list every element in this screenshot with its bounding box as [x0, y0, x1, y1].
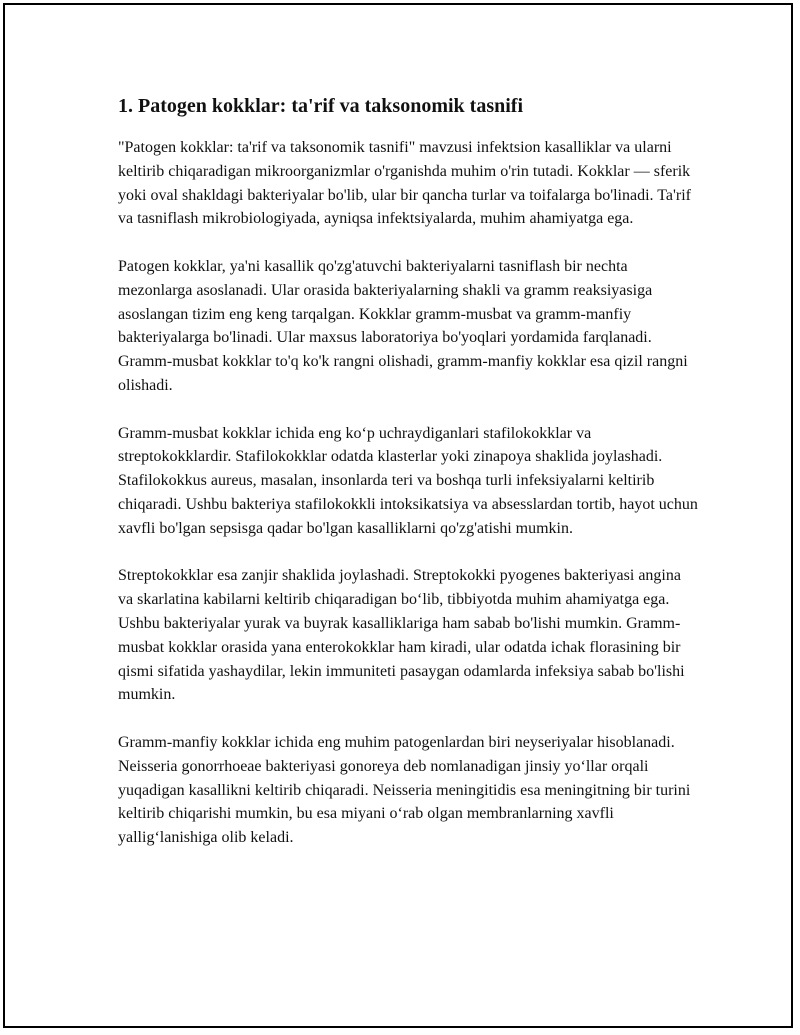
- document-body: [118, 92, 698, 874]
- paragraph: Streptokokklar esa zanjir shaklida joylashadi. Streptokokki pyogenes bakteriyasi angina va skarlatina kabilarni keltirib chiqaradigan bo‘lib, tibbiyotda muhim ahamiyatga ega. Ushbu bakteriyalar yurak va buyrak kasalliklariga ham sabab bo'lishi mumkin. Gramm-musbat kokklar orasida yana enterokokklar ham kiradi, ular odatda ichak florasining bir qismi sifatida yashaydilar, lekin immuniteti pasaygan odamlarda infeksiya sabab bo'lishi mumkin.: [118, 567, 685, 704]
- paragraph: "Patogen kokklar: ta'rif va taksonomik tasnifi" mavzusi infektsion kasalliklar va ularni keltirib chiqaradigan mikroorganizmlar o'rganishda muhim o'rin tutadi. Kokklar — sferik yoki oval shakldagi bakteriyalar bo'lib, ular bir qancha turlar va toifalarga bo'linadi. Ta'rif va tasniflash mikrobiologiyada, ayniqsa infektsiyalarda, muhim ahamiyatga ega.: [118, 139, 691, 228]
- section-heading: 1. Patogen kokklar: ta'rif va taksonomik tasnifi: [118, 95, 524, 117]
- paragraph: Gramm-musbat kokklar ichida eng ko‘p uchraydiganlari stafilokokklar va streptokokklardir. Stafilokokklar odatda klasterlar yoki zinapoya shaklida joylashadi. Stafilokokkus aureus, masalan, insonlarda teri va boshqa turli infeksiyalarni keltirib chiqaradi. Ushbu bakteriya stafilokokkli intoksikatsiya va absesslardan tortib, hayot uchun xavfli bo'lgan sepsisga qadar bo'lgan kasalliklarni qo'zg'atishi mumkin.: [118, 424, 698, 537]
- paragraph: Gramm-manfiy kokklar ichida eng muhim patogenlardan biri neyseriyalar hisoblanadi. Neisseria gonorrhoeae bakteriyasi gonoreya deb nomlanadigan jinsiy yo‘llar orqali yuqadigan kasallikni keltirib chiqaradi. Neisseria meningitidis esa meningitning bir turini keltirib chiqarishi mumkin, bu esa miyani o‘rab olgan membranlarning xavfli yallig‘lanishiga olib keladi.: [118, 733, 691, 847]
- paragraph: Patogen kokklar, ya'ni kasallik qo'zg'atuvchi bakteriyalarni tasniflash bir nechta mezonlarga asoslanadi. Ular orasida bakteriyalarning shakli va gramm reaksiyasiga asoslangan tizim eng keng tarqalgan. Kokklar gramm-musbat va gramm-manfiy bakteriyalarga bo'linadi. Ular maxsus laboratoriya bo'yoqlari yordamida farqlanadi. Gramm-musbat kokklar to'q ko'k rangni olishadi, gramm-manfiy kokklar esa qizil rangni olishadi.: [118, 257, 688, 394]
